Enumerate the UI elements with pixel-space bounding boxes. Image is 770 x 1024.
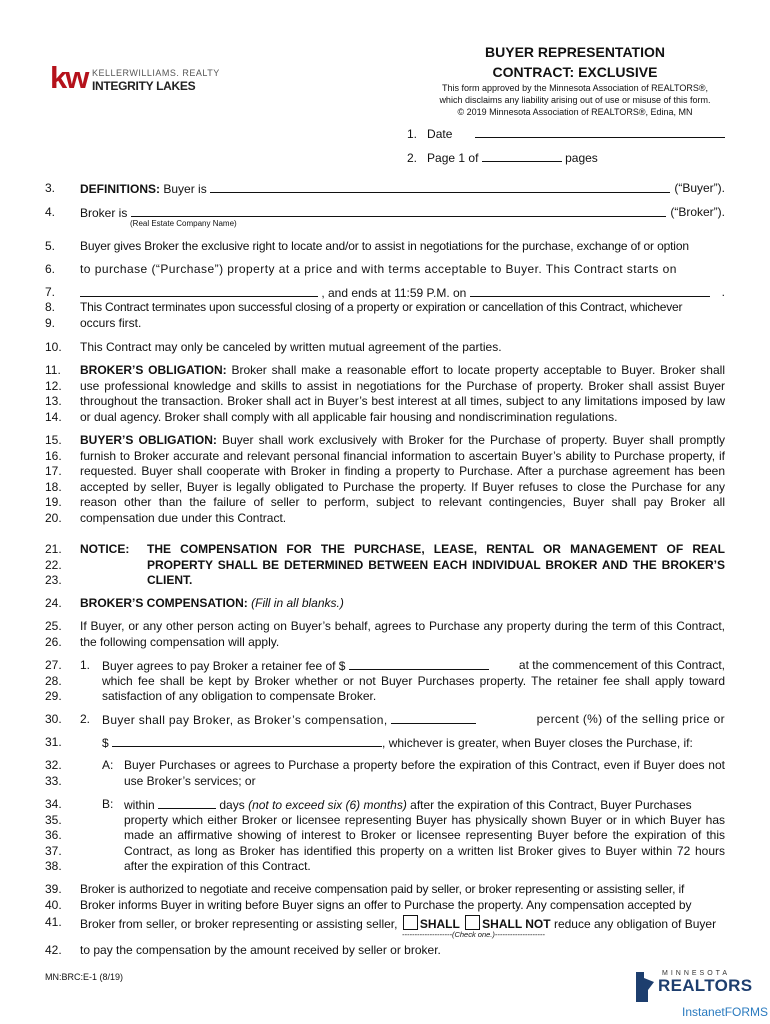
minnesota-label: MINNESOTA [662, 970, 731, 977]
kw-mark: kw [50, 60, 88, 95]
exclusive-right-line: Buyer gives Broker the exclusive right to locate and/or to assist in negotiations for the purchase, exchange of or option [80, 239, 689, 253]
line-number: 5. [45, 239, 56, 253]
logo-brokerage-name: KELLERWILLIAMS. REALTY [92, 68, 220, 78]
notice-label: NOTICE: [80, 542, 130, 556]
notice-text: THE COMPENSATION FOR THE PURCHASE, LEASE, RENTAL OR MANAGEMENT OF REAL PROPERTY SHALL BE DETERMINED BETWEEN EACH INDIVIDUAL BROKER AND THE BROKER’S CLIENT. [147, 542, 725, 587]
start-date-field[interactable] [80, 285, 318, 297]
definitions-buyer-line: DEFINITIONS: Buyer is (“Buyer”). [80, 181, 725, 196]
line-numbers-15-20: 15. 16. 17. 18. 19. 20. [45, 433, 62, 525]
condition-a-paragraph: Buyer Purchases or agrees to Purchase a property before the expiration of this Contract, even if Buyer does not use Broker’s services; or [124, 758, 725, 788]
brokers-compensation-heading: BROKER’S COMPENSATION: (Fill in all blanks.) [80, 596, 344, 610]
line-numbers-27-29: 27. 28. 29. [45, 658, 62, 703]
end-date-field[interactable] [470, 285, 710, 297]
date-field[interactable] [475, 137, 725, 138]
realtors-logo [632, 970, 769, 1020]
item-letter: B: [102, 797, 114, 811]
line-number: 41. [45, 915, 62, 929]
line-number: 4. [45, 205, 56, 219]
minnesota-outline-icon [632, 972, 656, 1002]
check-one-instruction: --------------------(Check one.)-------------------- [402, 930, 545, 939]
percent-field[interactable] [391, 712, 476, 724]
disclaimer-note: which disclaims any liability arising out of use or misuse of this form. [439, 95, 711, 105]
brokers-obligation-paragraph: BROKER’S OBLIGATION: Broker shall make a reasonable effort to locate property acceptable to Buyer. Broker shall use professional knowledge and skills to assist in negotiations for the Purchase of property. Broker shall assist Buyer throughout the transaction. Broker shall act in Buyer’s best interest at all times, subject to any limitations imposed by law or dual agency. Broker shall comply with all applicable fair housing and nondiscrimination regulations. [80, 363, 725, 424]
retainer-fee-field[interactable] [349, 658, 489, 670]
line-numbers-11-14: 11. 12. 13. 14. [45, 363, 62, 424]
seller-compensation-line-1: Broker is authorized to negotiate and receive compensation paid by seller, or broker representing or assisting seller, if [80, 882, 685, 896]
compensation-applies-paragraph: If Buyer, or any other person acting on Buyer’s behalf, agrees to Purchase any property during the term of this Contract, the following compensation will apply. [80, 619, 725, 649]
line-number: 8. [45, 300, 56, 314]
seller-compensation-line-3: Broker from seller, or broker representing or assisting seller, SHALL SHALL NOT reduce any obligation of Buyer [80, 917, 717, 931]
buyers-obligation-paragraph: BUYER’S OBLIGATION: Buyer shall work exclusively with Broker for the Purchase of property. Buyer shall promptly furnish to Broker accurate and relevant personal financial information to ascertain Buyer’s ability to Purchase property, if requested. Buyer shall cooperate with Broker in finding a property to Purchase. After a purchase agreement has been accepted by seller, Buyer is legally obligated to Purchase the property. If Buyer refuses to close the Purchase for any reason other than the failure of seller to perform, subject to relevant contingencies, Buyer shall pay Broker all compensation due under this Contract. [80, 433, 725, 525]
buyer-name-field[interactable] [210, 181, 670, 193]
line-numbers-32-33: 32. 33. [45, 758, 62, 788]
shall-not-checkbox[interactable] [465, 915, 480, 930]
broker-name-field[interactable] [131, 205, 666, 217]
line-numbers-25-26: 25. 26. [45, 619, 62, 649]
line-number: 9. [45, 316, 56, 330]
compensation-reduction-line: to pay the compensation by the amount received by seller or broker. [80, 943, 441, 957]
line-numbers-34-38: 34. 35. 36. 37. 38. [45, 797, 62, 873]
line-number: 7. [45, 285, 56, 299]
broker-line: Broker is (“Broker”). [80, 205, 725, 220]
line-numbers-21-23: 21. 22. 23. [45, 542, 62, 587]
cancellation-line: This Contract may only be canceled by written mutual agreement of the parties. [80, 340, 502, 354]
retainer-fee-paragraph: which fee shall be kept by Broker whether or not Buyer Purchases property. The retainer fee shall apply toward satisfaction of any obligation to compensate Broker. [102, 673, 725, 703]
shall-checkbox[interactable] [403, 915, 418, 930]
line-number: 30. [45, 712, 62, 726]
instanet-forms-logo: InstanetFORMS [682, 1005, 769, 1019]
days-field[interactable] [158, 797, 216, 809]
line-number: 10. [45, 340, 62, 354]
condition-b-first-line: within days (not to exceed six (6) months) after the expiration of this Contract, Buyer Purchases [124, 798, 692, 812]
logo-office-name: INTEGRITY LAKES [92, 79, 196, 93]
copyright-note: © 2019 Minnesota Association of REALTORS®, Edina, MN [457, 107, 693, 117]
retainer-fee-line: Buyer agrees to pay Broker a retainer fee of $ at the commencement of this Contract, [102, 658, 725, 673]
item-number: 2. [80, 712, 91, 726]
contract-dates-line: , and ends at 11:59 P.M. on . [80, 285, 725, 300]
company-name-caption: (Real Estate Company Name) [130, 219, 237, 228]
purchase-terms-line: to purchase (“Purchase”) property at a price and with terms acceptable to Buyer. This Contract starts on [80, 262, 677, 276]
total-pages-field[interactable] [482, 150, 562, 162]
line-1: 1. Date [407, 127, 453, 141]
item-letter: A: [102, 758, 114, 772]
line-number: 6. [45, 262, 56, 276]
termination-line-cont: occurs first. [80, 316, 142, 330]
approval-note: This form approved by the Minnesota Association of REALTORS®, [442, 83, 708, 93]
seller-compensation-line-2: Broker informs Buyer in writing before Buyer signs an offer to Purchase the property. Any compensation accepted by [80, 897, 692, 912]
termination-line: This Contract terminates upon successful closing of a property or expiration or cancellation of this Contract, whichever [80, 300, 683, 314]
form-title-line-1: BUYER REPRESENTATION [485, 44, 665, 60]
minimum-amount-field[interactable] [112, 735, 382, 747]
line-number: 24. [45, 596, 62, 610]
form-title-line-2: CONTRACT: EXCLUSIVE [492, 64, 658, 80]
item-number: 1. [80, 658, 91, 672]
line-number: 42. [45, 943, 62, 957]
line-number: 31. [45, 735, 62, 749]
company-logo [50, 60, 220, 98]
line-numbers-39-40: 39. 40. [45, 882, 62, 912]
minimum-compensation-line: $ , whichever is greater, when Buyer closes the Purchase, if: [102, 736, 693, 750]
condition-b-paragraph: property which either Broker or licensee representing Buyer has physically shown Buyer or in which Buyer has made an affirmative showing of interest to Broker or licensee representing Buyer before the expiration of this Contract, as long as Broker has identified this property on a written list Broker gives to Buyer within 72 hours after the expiration of this Contract. [124, 812, 725, 873]
form-code: MN:BRC:E-1 (8/19) [45, 972, 124, 982]
realtors-label: REALTORS [658, 976, 753, 995]
line-number: 3. [45, 181, 56, 195]
line-2: 2. Page 1 of pages [407, 151, 598, 165]
percent-compensation-line: Buyer shall pay Broker, as Broker’s compensation, percent (%) of the selling price or [102, 712, 725, 727]
